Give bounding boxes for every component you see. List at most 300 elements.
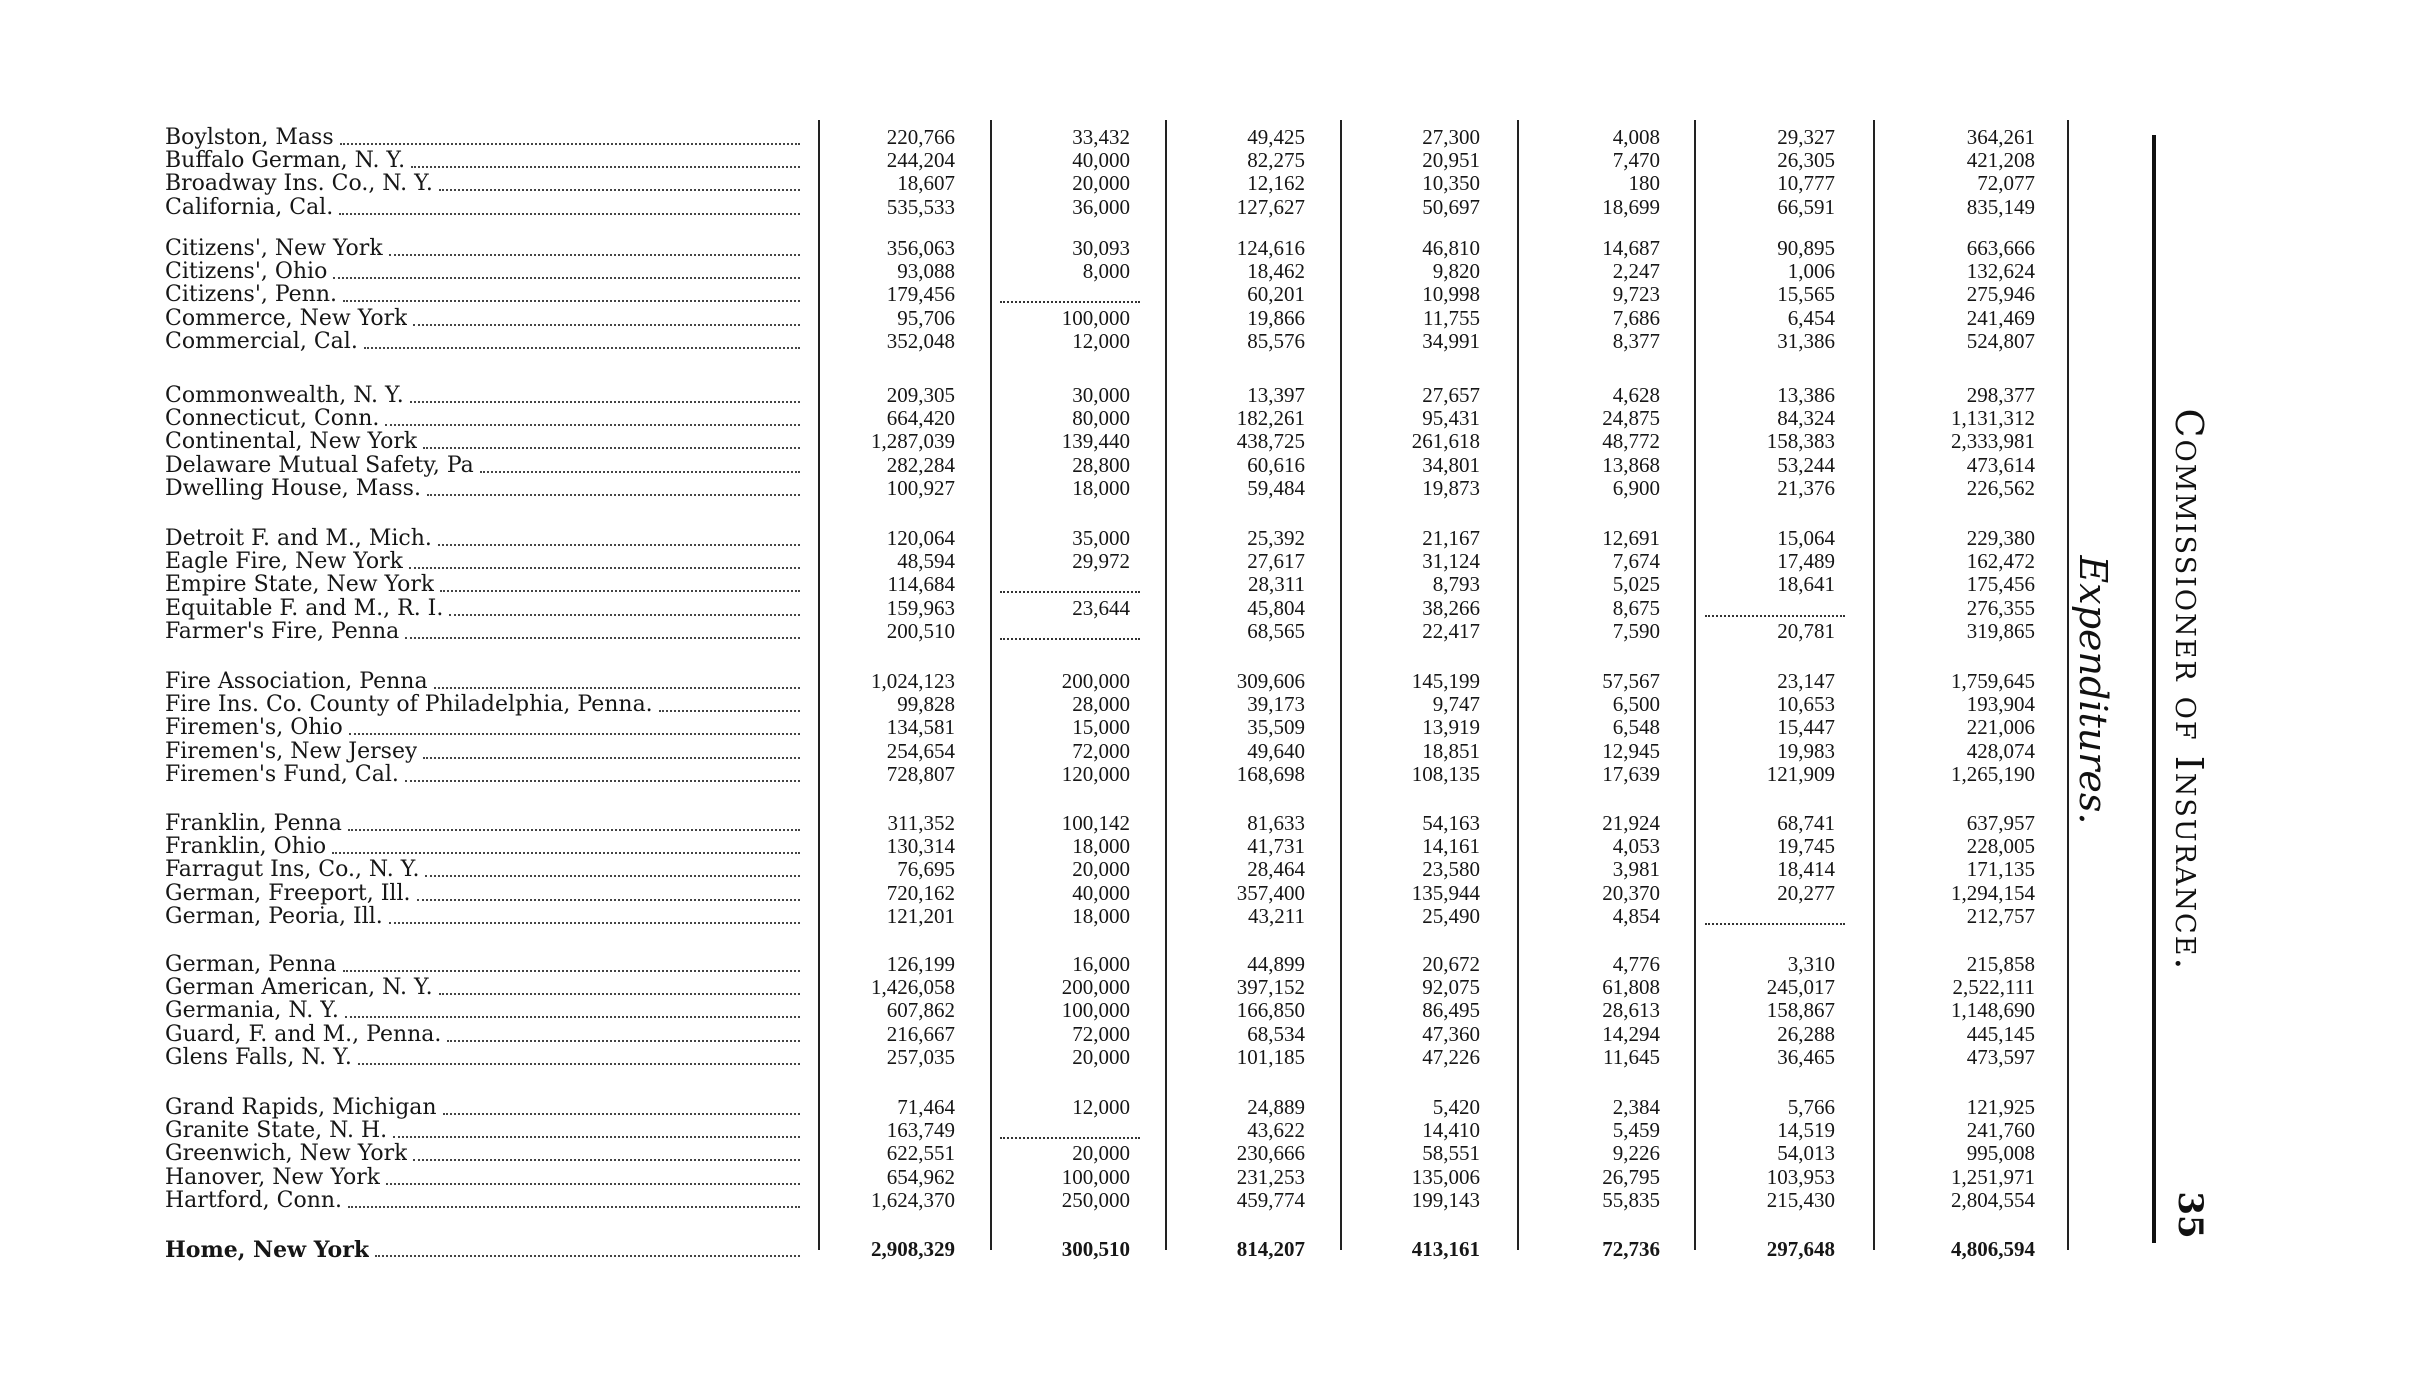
table-cell: 8,377 [1612, 328, 1660, 353]
table-cell: 3,310 [1787, 952, 1835, 976]
table-cell: 14,294 [1602, 1021, 1660, 1046]
table-cell: 2,384 [1612, 1095, 1660, 1119]
company-name: Commercial, Cal. [165, 329, 358, 354]
dot-leader [343, 296, 800, 302]
table-cell: 50,697 [1422, 194, 1480, 219]
table-cell: 6,500 [1612, 692, 1660, 717]
dot-leader [423, 443, 800, 449]
table-cell: 473,597 [1966, 1044, 2035, 1069]
dot-leader [386, 1179, 800, 1185]
table-cell: 72,736 [1602, 1237, 1660, 1261]
table-cell: 82,275 [1247, 148, 1305, 173]
company-name: Boylston, Mass [165, 126, 334, 150]
table-cell: 41,731 [1247, 834, 1305, 859]
table-cell: 24,875 [1602, 406, 1660, 431]
table-cell: 27,617 [1247, 549, 1305, 574]
table-cell: 720,162 [886, 880, 955, 905]
table-cell: 84,324 [1777, 406, 1835, 431]
company-name: Hartford, Conn. [165, 1188, 343, 1213]
table-cell: 654,962 [886, 1164, 955, 1189]
table-cell: 10,653 [1777, 692, 1835, 717]
table-cell: 4,806,594 [1951, 1237, 2035, 1261]
table-cell: 139,440 [1061, 429, 1130, 454]
table-cell: 220,766 [886, 125, 955, 149]
table-cell: 319,865 [1966, 618, 2035, 643]
table-cell: 13,919 [1422, 715, 1480, 740]
table-cell: 241,760 [1966, 1118, 2035, 1143]
table-cell: 8,000 [1082, 259, 1130, 284]
table-cell: 5,420 [1432, 1095, 1480, 1119]
company-name: Dwelling House, Mass. [165, 476, 421, 501]
company-name: Home, New York [165, 1238, 370, 1262]
table-cell: 18,699 [1602, 194, 1660, 219]
company-name: Firemen's, New Jersey [165, 739, 418, 764]
table-cell: 57,567 [1602, 669, 1660, 693]
table-cell: 200,000 [1061, 975, 1130, 1000]
table-cell: 162,472 [1966, 549, 2035, 574]
table-cell: 179,456 [886, 282, 955, 307]
table-cell: 2,333,981 [1951, 429, 2035, 454]
table-cell: 2,804,554 [1951, 1187, 2035, 1212]
dot-leader [480, 467, 800, 473]
table-cell: 11,645 [1603, 1044, 1660, 1069]
table-cell: 10,777 [1777, 171, 1835, 196]
table-cell: 2,908,329 [871, 1237, 955, 1261]
table-cell: 254,654 [886, 738, 955, 763]
blank-cell [1000, 587, 1140, 593]
table-cell: 10,998 [1422, 282, 1480, 307]
table-cell: 80,000 [1072, 406, 1130, 431]
blank-cell [1705, 919, 1845, 925]
table-cell: 68,565 [1247, 618, 1305, 643]
table-cell: 29,327 [1777, 125, 1835, 149]
table-cell: 215,858 [1966, 952, 2035, 976]
table-cell: 524,807 [1966, 328, 2035, 353]
table-cell: 244,204 [886, 148, 955, 173]
company-name: Broadway Ins. Co., N. Y. [165, 172, 433, 197]
table-cell: 135,006 [1411, 1164, 1480, 1189]
table-cell: 12,945 [1602, 738, 1660, 763]
table-cell: 124,616 [1236, 236, 1305, 260]
running-title: Commissioner of Insurance. [2167, 408, 2211, 972]
column-rule [1873, 120, 1875, 1250]
table-cell: 1,294,154 [1951, 880, 2035, 905]
dot-leader [410, 397, 800, 403]
company-name: Citizens', New York [165, 237, 383, 261]
table-cell: 4,008 [1612, 125, 1660, 149]
table-cell: 1,624,370 [871, 1187, 955, 1212]
table-cell: 9,723 [1612, 282, 1660, 307]
table-cell: 199,143 [1411, 1187, 1480, 1212]
table-cell: 20,000 [1072, 1044, 1130, 1069]
table-cell: 14,687 [1602, 236, 1660, 260]
table-cell: 86,495 [1422, 998, 1480, 1023]
table-cell: 6,548 [1612, 715, 1660, 740]
table-cell: 45,804 [1247, 595, 1305, 620]
table-cell: 100,927 [886, 475, 955, 500]
table-cell: 49,425 [1247, 125, 1305, 149]
table-cell: 275,946 [1966, 282, 2035, 307]
table-cell: 35,000 [1072, 526, 1130, 550]
company-name: Greenwich, New York [165, 1142, 408, 1167]
table-cell: 428,074 [1966, 738, 2035, 763]
company-name: German American, N. Y. [165, 976, 433, 1001]
table-cell: 61,808 [1602, 975, 1660, 1000]
dot-leader [358, 1059, 800, 1065]
table-cell: 995,008 [1966, 1141, 2035, 1166]
table-cell: 535,533 [886, 194, 955, 219]
table-cell: 13,386 [1777, 383, 1835, 407]
table-cell: 364,261 [1966, 125, 2035, 149]
table-cell: 90,895 [1777, 236, 1835, 260]
table-cell: 200,000 [1061, 669, 1130, 693]
table-cell: 5,025 [1612, 572, 1660, 597]
table-cell: 93,088 [897, 259, 955, 284]
table-cell: 212,757 [1966, 903, 2035, 928]
company-name: Equitable F. and M., R. I. [165, 596, 444, 621]
table-cell: 182,261 [1236, 406, 1305, 431]
table-cell: 607,862 [886, 998, 955, 1023]
table-cell: 421,208 [1966, 148, 2035, 173]
table-cell: 473,614 [1966, 452, 2035, 477]
table-cell: 54,013 [1777, 1141, 1835, 1166]
dot-leader [434, 683, 800, 689]
blank-cell [1705, 611, 1845, 617]
table-cell: 637,957 [1966, 811, 2035, 835]
table-cell: 145,199 [1411, 669, 1480, 693]
dot-leader [427, 490, 800, 496]
dot-leader [440, 586, 800, 592]
table-cell: 120,064 [886, 526, 955, 550]
table-cell: 5,766 [1787, 1095, 1835, 1119]
company-name: Firemen's Fund, Cal. [165, 762, 399, 787]
table-cell: 31,386 [1777, 328, 1835, 353]
table-cell: 72,000 [1072, 738, 1130, 763]
company-name: Empire State, New York [165, 573, 435, 598]
company-name: Citizens', Penn. [165, 283, 338, 308]
table-cell: 28,800 [1072, 452, 1130, 477]
table-cell: 356,063 [886, 236, 955, 260]
blank-cell [1000, 1133, 1140, 1139]
table-cell: 814,207 [1236, 1237, 1305, 1261]
table-cell: 19,866 [1247, 305, 1305, 330]
table-cell: 4,854 [1612, 903, 1660, 928]
table-cell: 13,397 [1247, 383, 1305, 407]
table-cell: 12,691 [1602, 526, 1660, 550]
company-name: German, Penna [165, 953, 337, 977]
table-cell: 46,810 [1422, 236, 1480, 260]
table-cell: 134,581 [886, 715, 955, 740]
table-cell: 55,835 [1602, 1187, 1660, 1212]
table-cell: 34,991 [1422, 328, 1480, 353]
company-name: Farragut Ins, Co., N. Y. [165, 858, 420, 883]
table-cell: 76,695 [897, 857, 955, 882]
table-cell: 163,749 [886, 1118, 955, 1143]
table-cell: 7,686 [1612, 305, 1660, 330]
dot-leader [423, 753, 800, 759]
table-cell: 663,666 [1966, 236, 2035, 260]
dot-leader [333, 273, 800, 279]
table-cell: 120,000 [1061, 761, 1130, 786]
company-name: Eagle Fire, New York [165, 550, 403, 575]
table-cell: 48,594 [897, 549, 955, 574]
table-cell: 18,607 [897, 171, 955, 196]
dot-leader [348, 1202, 800, 1208]
table-cell: 159,963 [886, 595, 955, 620]
dot-leader [345, 1012, 800, 1018]
table-cell: 36,000 [1072, 194, 1130, 219]
table-cell: 85,576 [1247, 328, 1305, 353]
table-cell: 14,161 [1422, 834, 1480, 859]
company-name: Farmer's Fire, Penna [165, 619, 400, 644]
table-cell: 19,873 [1422, 475, 1480, 500]
dot-leader [393, 1132, 800, 1138]
table-cell: 15,447 [1777, 715, 1835, 740]
table-cell: 92,075 [1422, 975, 1480, 1000]
table-cell: 7,470 [1612, 148, 1660, 173]
table-cell: 72,077 [1977, 171, 2035, 196]
table-cell: 68,534 [1247, 1021, 1305, 1046]
table-cell: 121,909 [1766, 761, 1835, 786]
table-cell: 413,161 [1411, 1237, 1480, 1261]
table-cell: 135,944 [1411, 880, 1480, 905]
table-cell: 126,199 [886, 952, 955, 976]
company-name: Guard, F. and M., Penna. [165, 1022, 442, 1047]
table-cell: 20,000 [1072, 171, 1130, 196]
page-border-rule [2152, 135, 2156, 1243]
table-cell: 72,000 [1072, 1021, 1130, 1046]
table-cell: 30,000 [1072, 383, 1130, 407]
table-cell: 100,000 [1061, 1164, 1130, 1189]
table-cell: 15,064 [1777, 526, 1835, 550]
company-name: Delaware Mutual Safety, Pa [165, 453, 474, 478]
table-cell: 95,431 [1422, 406, 1480, 431]
table-cell: 200,510 [886, 618, 955, 643]
table-cell: 23,147 [1777, 669, 1835, 693]
table-cell: 66,591 [1777, 194, 1835, 219]
table-cell: 20,000 [1072, 1141, 1130, 1166]
table-cell: 17,639 [1602, 761, 1660, 786]
table-cell: 7,674 [1612, 549, 1660, 574]
table-cell: 168,698 [1236, 761, 1305, 786]
dot-leader [389, 250, 800, 256]
table-cell: 43,622 [1247, 1118, 1305, 1143]
dot-leader [405, 633, 800, 639]
table-cell: 15,000 [1072, 715, 1130, 740]
table-cell: 1,265,190 [1951, 761, 2035, 786]
table-cell: 14,410 [1422, 1118, 1480, 1143]
table-cell: 11,755 [1423, 305, 1480, 330]
company-name: Detroit F. and M., Mich. [165, 527, 432, 551]
dot-leader [332, 848, 800, 854]
table-cell: 1,759,645 [1951, 669, 2035, 693]
table-cell: 18,462 [1247, 259, 1305, 284]
table-cell: 101,185 [1236, 1044, 1305, 1069]
table-cell: 357,400 [1236, 880, 1305, 905]
company-name: Citizens', Ohio [165, 260, 328, 285]
table-cell: 12,000 [1072, 1095, 1130, 1119]
table-cell: 175,456 [1966, 572, 2035, 597]
table-cell: 49,640 [1247, 738, 1305, 763]
table-cell: 221,006 [1966, 715, 2035, 740]
table-cell: 352,048 [886, 328, 955, 353]
table-cell: 728,807 [886, 761, 955, 786]
table-cell: 397,152 [1236, 975, 1305, 1000]
table-cell: 180 [1628, 171, 1660, 196]
table-cell: 9,226 [1612, 1141, 1660, 1166]
table-cell: 20,781 [1777, 618, 1835, 643]
table-cell: 835,149 [1966, 194, 2035, 219]
table-cell: 39,173 [1247, 692, 1305, 717]
table-cell: 19,745 [1777, 834, 1835, 859]
table-cell: 31,124 [1422, 549, 1480, 574]
company-name: Germania, N. Y. [165, 999, 339, 1024]
table-cell: 132,624 [1966, 259, 2035, 284]
table-cell: 10,350 [1422, 171, 1480, 196]
table-cell: 48,772 [1602, 429, 1660, 454]
table-cell: 228,005 [1966, 834, 2035, 859]
table-cell: 1,287,039 [871, 429, 955, 454]
table-cell: 257,035 [886, 1044, 955, 1069]
table-cell: 7,590 [1612, 618, 1660, 643]
table-cell: 34,801 [1422, 452, 1480, 477]
dot-leader [343, 966, 800, 972]
table-cell: 18,000 [1072, 475, 1130, 500]
table-cell: 6,454 [1787, 305, 1835, 330]
table-cell: 6,900 [1612, 475, 1660, 500]
table-cell: 298,377 [1966, 383, 2035, 407]
dot-leader [385, 420, 800, 426]
dot-leader [413, 320, 800, 326]
table-cell: 311,352 [887, 811, 955, 835]
company-name: Firemen's, Ohio [165, 716, 343, 741]
table-cell: 95,706 [897, 305, 955, 330]
table-cell: 58,551 [1422, 1141, 1480, 1166]
table-cell: 53,244 [1777, 452, 1835, 477]
table-cell: 44,899 [1247, 952, 1305, 976]
table-cell: 171,135 [1966, 857, 2035, 882]
table-cell: 100,000 [1061, 998, 1130, 1023]
company-name: California, Cal. [165, 195, 334, 220]
dot-leader [417, 895, 801, 901]
dot-leader [449, 610, 800, 616]
table-cell: 9,747 [1432, 692, 1480, 717]
dot-leader [349, 729, 800, 735]
table-cell: 13,868 [1602, 452, 1660, 477]
table-cell: 40,000 [1072, 148, 1130, 173]
table-cell: 4,628 [1612, 383, 1660, 407]
table-cell: 43,211 [1248, 903, 1305, 928]
table-cell: 664,420 [886, 406, 955, 431]
table-cell: 127,627 [1236, 194, 1305, 219]
table-cell: 17,489 [1777, 549, 1835, 574]
table-cell: 114,684 [887, 572, 955, 597]
company-name: Buffalo German, N. Y. [165, 149, 406, 174]
table-cell: 36,465 [1777, 1044, 1835, 1069]
table-cell: 1,148,690 [1951, 998, 2035, 1023]
table-cell: 47,226 [1422, 1044, 1480, 1069]
table-cell: 30,093 [1072, 236, 1130, 260]
table-cell: 21,376 [1777, 475, 1835, 500]
table-cell: 19,983 [1777, 738, 1835, 763]
table-cell: 35,509 [1247, 715, 1305, 740]
table-cell: 1,006 [1787, 259, 1835, 284]
dot-leader [348, 825, 800, 831]
table-cell: 18,414 [1777, 857, 1835, 882]
table-cell: 21,924 [1602, 811, 1660, 835]
company-name: German, Freeport, Ill. [165, 881, 411, 906]
company-name: Franklin, Ohio [165, 835, 327, 860]
company-name: Glens Falls, N. Y. [165, 1045, 352, 1070]
table-cell: 215,430 [1766, 1187, 1835, 1212]
table-cell: 103,953 [1766, 1164, 1835, 1189]
table-cell: 297,648 [1766, 1237, 1835, 1261]
table-cell: 12,162 [1247, 171, 1305, 196]
table-cell: 4,776 [1612, 952, 1660, 976]
dot-leader [413, 1155, 800, 1161]
company-name: German, Peoria, Ill. [165, 904, 383, 929]
dot-leader [439, 185, 800, 191]
table-cell: 261,618 [1411, 429, 1480, 454]
dot-leader [339, 209, 800, 215]
table-cell: 121,201 [886, 903, 955, 928]
table-cell: 121,925 [1966, 1095, 2035, 1119]
table-cell: 71,464 [897, 1095, 955, 1119]
table-cell: 245,017 [1766, 975, 1835, 1000]
table-cell: 20,000 [1072, 857, 1130, 882]
table-cell: 27,657 [1422, 383, 1480, 407]
company-name: Connecticut, Conn. [165, 407, 380, 432]
table-cell: 59,484 [1247, 475, 1305, 500]
table-cell: 158,867 [1766, 998, 1835, 1023]
table-cell: 2,522,111 [1952, 975, 2035, 1000]
table-cell: 20,370 [1602, 880, 1660, 905]
company-name: Commonwealth, N. Y. [165, 384, 404, 408]
table-cell: 229,380 [1966, 526, 2035, 550]
table-cell: 28,464 [1247, 857, 1305, 882]
table-cell: 24,889 [1247, 1095, 1305, 1119]
table-cell: 193,904 [1966, 692, 2035, 717]
table-cell: 16,000 [1072, 952, 1130, 976]
table-cell: 1,251,971 [1951, 1164, 2035, 1189]
table-cell: 250,000 [1061, 1187, 1130, 1212]
blank-cell [1000, 297, 1140, 303]
dot-leader [389, 918, 800, 924]
table-cell: 8,793 [1432, 572, 1480, 597]
table-cell: 108,135 [1411, 761, 1480, 786]
table-cell: 158,383 [1766, 429, 1835, 454]
table-cell: 28,000 [1072, 692, 1130, 717]
table-cell: 18,851 [1422, 738, 1480, 763]
table-cell: 20,277 [1777, 880, 1835, 905]
dot-leader [447, 1036, 800, 1042]
company-name: Hanover, New York [165, 1165, 381, 1190]
dot-leader [409, 563, 800, 569]
table-cell: 26,795 [1602, 1164, 1660, 1189]
dot-leader [443, 1109, 800, 1115]
table-cell: 38,266 [1422, 595, 1480, 620]
table-cell: 22,417 [1422, 618, 1480, 643]
company-name: Continental, New York [165, 430, 418, 455]
company-name: Fire Ins. Co. County of Philadelphia, Penna. [165, 693, 653, 718]
table-cell: 29,972 [1072, 549, 1130, 574]
table-cell: 100,142 [1061, 811, 1130, 835]
company-name: Grand Rapids, Michigan [165, 1096, 437, 1120]
table-cell: 4,053 [1612, 834, 1660, 859]
dot-leader [405, 776, 800, 782]
table-cell: 18,641 [1777, 572, 1835, 597]
table-cell: 21,167 [1422, 526, 1480, 550]
